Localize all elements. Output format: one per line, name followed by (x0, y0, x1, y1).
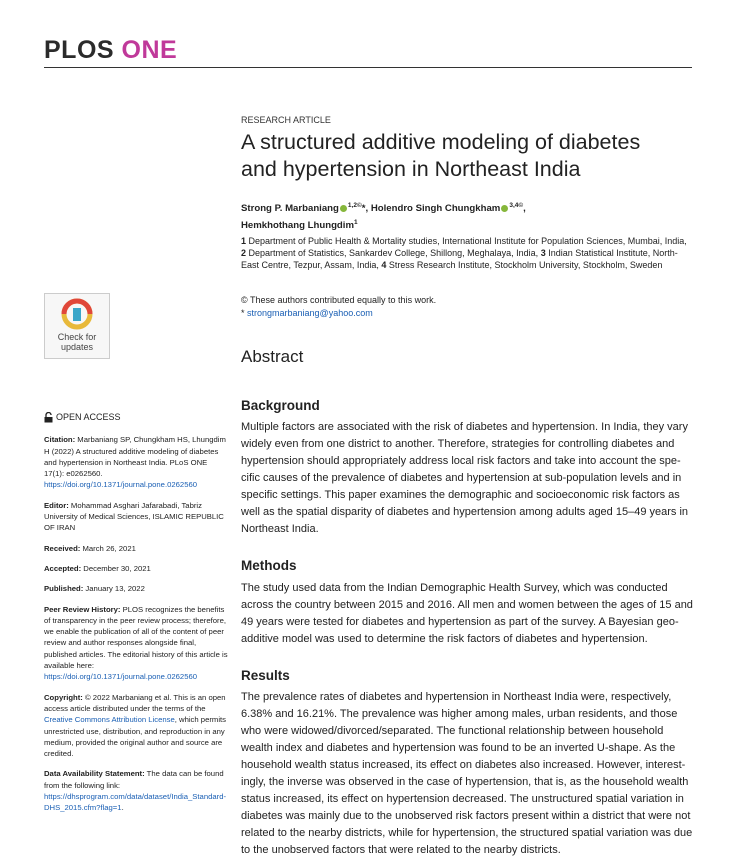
accepted-date: December 30, 2021 (81, 563, 151, 573)
results-heading: Results (241, 668, 290, 683)
methods-text: The study used data from the Indian Demographic Health Survey, which was conducted across the country between 2015 and 2016. All men and women between the ages of 15 and 49 years were tested for diabetes and hypertension as part of the survey. A Bayesian geo-additive model was used to determine the risk factors of diabetes and hypertension. (241, 582, 693, 645)
copyright-block (44, 692, 228, 760)
affiliation-text: Department of Statistics, Sankardev College, Shillong, Meghalaya, India, (246, 248, 541, 259)
peer-review-block (44, 604, 228, 683)
author-affil-sup: 3,4© (509, 202, 524, 209)
peer-review-label: Peer Review History: (44, 604, 121, 614)
check-updates-line2: updates (60, 342, 94, 352)
copyright-text-end: , which permits unrestricted use, distribution, and reproduction in any medium, provided the original author and source are credited. (44, 715, 227, 759)
affiliation-number: 1 (241, 236, 247, 246)
published-label: Published: (44, 584, 84, 594)
article-info-sidebar (44, 412, 228, 823)
editor-block (44, 500, 228, 534)
citation-text: Marbaniang SP, Chungkham HS, Lhungdim H (2022) A structured additive modeling of diabetes and hypertension in Northeast India. PLoS ONE 17(1): e0262560. (44, 435, 226, 479)
check-updates-label (45, 332, 109, 352)
abstract-heading: Abstract (241, 347, 304, 366)
received-block (44, 543, 228, 554)
open-access-label (44, 412, 228, 423)
received-label: Received: (44, 543, 81, 553)
author-mark: *, (361, 203, 371, 215)
orcid-icon[interactable] (340, 205, 347, 212)
header-rule (44, 67, 692, 68)
author-affil-sup: 1,2© (347, 202, 362, 209)
affiliation-text: Stress Research Institute, Stockholm University, Stockholm, Sweden (386, 260, 663, 271)
data-availability-block (44, 768, 228, 813)
affiliation-number: 2 (241, 248, 247, 259)
affiliation-number: 4 (381, 260, 387, 271)
citation-label: Citation: (44, 435, 76, 445)
author-name[interactable]: Holendro Singh Chungkham (370, 203, 501, 215)
accepted-block (44, 563, 228, 574)
data-link[interactable]: https://dhsprogram.com/data/dataset/India_Standard-DHS_2015.cfm?flag=1 (44, 792, 227, 813)
affiliation-text: Department of Public Health & Mortality studies, International Institute for Population Sciences, Mumbai, India, (246, 236, 687, 246)
author-name[interactable]: Hemkhothang Lhungdim (241, 220, 354, 232)
logo-one-text: ONE (121, 36, 178, 64)
equal-contribution-note: © These authors contributed equally to this work. (241, 295, 437, 305)
copyright-text: © 2022 Marbaniang et al. This is an open access article distributed under the terms of the (44, 692, 226, 713)
article-type: RESEARCH ARTICLE (241, 115, 331, 125)
email-link[interactable]: strongmarbaniang@yahoo.com (247, 307, 373, 318)
author-name[interactable]: Strong P. Marbaniang (241, 203, 339, 215)
accepted-label: Accepted: (44, 563, 82, 573)
open-access-text: OPEN ACCESS (56, 412, 121, 422)
peer-review-link[interactable]: https://doi.org/10.1371/journal.pone.0262560 (44, 672, 198, 682)
open-lock-icon (44, 412, 53, 423)
citation-doi-link[interactable]: https://doi.org/10.1371/journal.pone.0262560 (44, 480, 198, 490)
data-availability-label: Data Availability Statement: (44, 769, 145, 779)
background-heading: Background (241, 398, 320, 413)
editor-label: Editor: (44, 500, 69, 510)
affiliation-number: 3 (540, 248, 546, 259)
journal-logo (44, 36, 177, 65)
check-for-updates-badge[interactable] (44, 293, 110, 359)
affiliation-text: Indian Statistical Institute, North-East Centre, Tezpur, Assam, India, (241, 248, 678, 271)
affiliations (241, 235, 691, 272)
data-availability-text: The data can be found from the following link: (44, 769, 224, 790)
article-title: A structured additive modeling of diabetes and hypertension in Northeast India (241, 130, 641, 181)
orcid-icon[interactable] (501, 205, 508, 212)
received-date: March 26, 2021 (80, 543, 136, 553)
methods-heading: Methods (241, 558, 297, 573)
background-text: Multiple factors are associated with the risk of diabetes and hypertension. In India, they vary widely even from one district to another. Therefore, strategies for controlling diabetes and hypertension should appropriately address local risk factors and take into account the spe-cific causes of the prevalence of diabetes and hypertension at sub-population levels and in specific settings. This paper examines the demographic and socioeconomic risk factors as well as the spatial disparity of diabetes and hypertension among adults aged 15–49 years in Northeast India. (241, 421, 689, 535)
corresponding-note (241, 307, 691, 320)
check-updates-icon (61, 298, 93, 330)
editor-text: Mohammad Asghari Jafarabadi, Tabriz University of Medical Sciences, ISLAMIC REPUBLIC OF IRAN (44, 500, 224, 533)
check-updates-line1: Check for (57, 332, 97, 342)
data-availability-end: . (121, 803, 124, 813)
corresponding-mark: * (241, 307, 248, 318)
author-list (241, 199, 691, 233)
published-block (44, 583, 228, 594)
author-notes (241, 294, 691, 319)
copyright-label: Copyright: (44, 692, 83, 702)
results-text: The prevalence rates of diabetes and hypertension in Northeast India were, respectively, 6.38% and 16.21%. The prevalence was higher among males, urban residents, and those who were widowed/divorced/separated. The functional relationship between household wealth index and diabetes and hypertension was found to be an inverted U-shape. As the household wealth status increased, its effect on diabetes also increased. However, interest-ingly, the inverse was observed in the case of hypertension, that is, as the household wealth status increased, its effect on hypertension decreased. The unstructured spatial variation in diabetes was mainly due to the unobserved risk factors present within a district that were not related to the nearby districts, while for hypertension, the structured spatial variation was due to the unobserved factors that were related to the nearby districts. (241, 691, 693, 856)
author-affil-sup: 1 (353, 219, 358, 227)
citation-block (44, 434, 228, 490)
license-link[interactable]: Creative Commons Attribution License (44, 715, 175, 725)
author-mark: , (523, 203, 526, 215)
peer-review-text: PLOS recognizes the benefits of transparency in the peer review process; therefore, we enable the publication of all of the content of peer review and author responses alongside final, published articles. The editorial history of this article is available here: (44, 604, 228, 671)
published-date: January 13, 2022 (83, 584, 145, 594)
logo-plos-text: PLOS (44, 36, 122, 64)
